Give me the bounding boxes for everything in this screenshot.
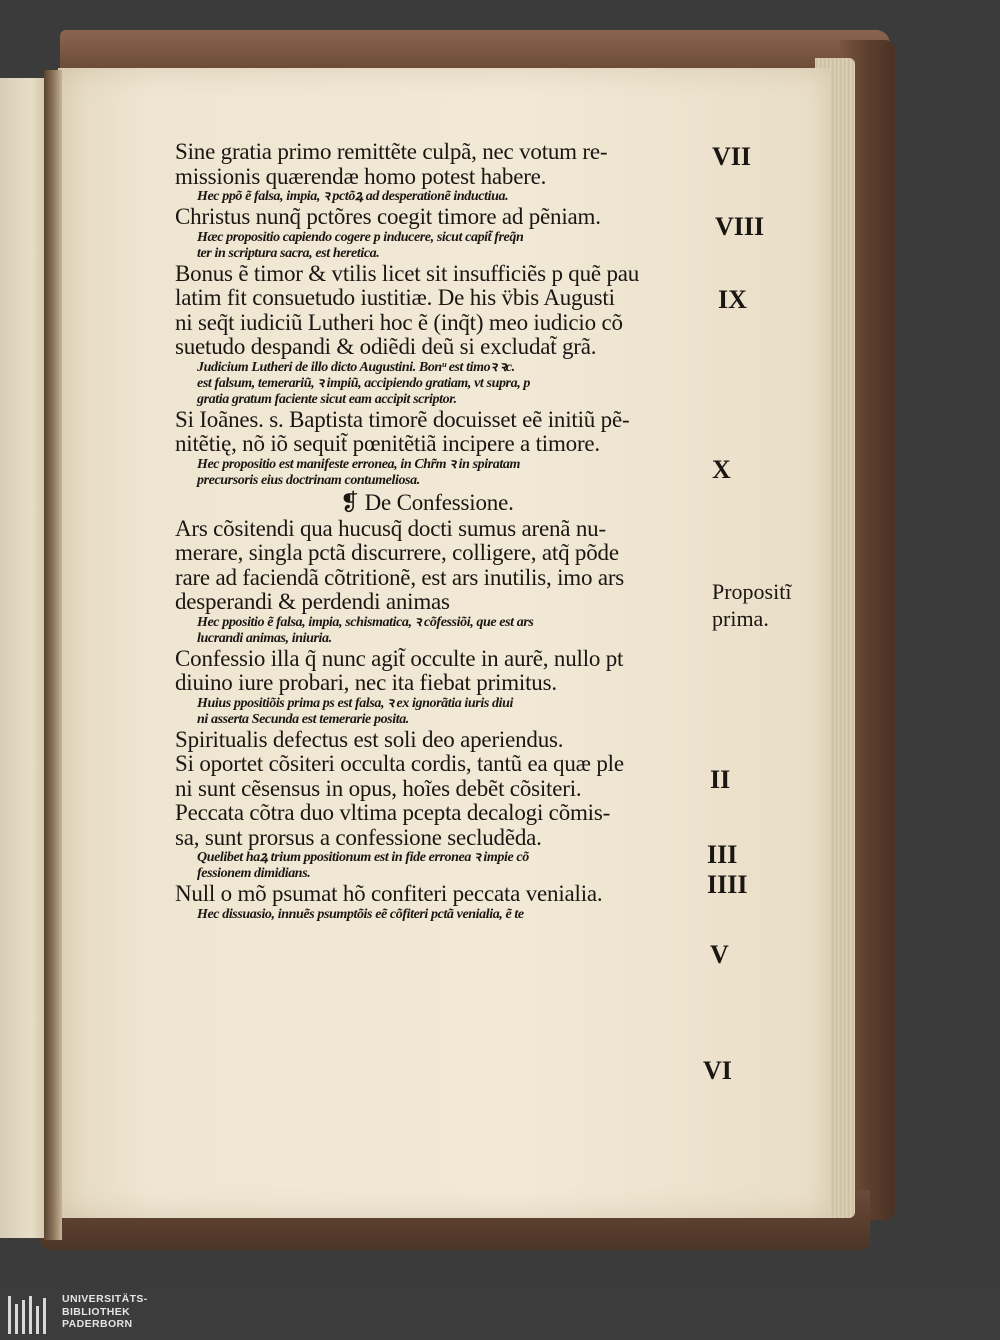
commentary-line: Hec dissuasio, innuẽs psumptõis eẽ cõfiteri pctã venialia, ẽ te bbox=[197, 906, 524, 922]
text-line: Si oportet cõsiteri occulta cordis, tantũ ea quæ ple bbox=[175, 752, 624, 776]
margin-numeral-viii: VIII bbox=[715, 212, 765, 241]
margin-numeral-ix: IX bbox=[718, 285, 747, 314]
text-line: Sine gratia primo remittẽte culpã, nec votum re- bbox=[175, 140, 608, 164]
text-line: Peccata cõtra duo vltima pcepta decalogi cõmis- bbox=[175, 801, 611, 825]
book-gutter bbox=[44, 70, 62, 1240]
commentary-line: fessionem dimidians. bbox=[197, 866, 311, 881]
text-line: missionis quærendæ homo potest habere. bbox=[175, 164, 547, 189]
text-line: Spiritualis defectus est soli deo aperiendus. bbox=[175, 727, 564, 752]
library-footer-bar bbox=[0, 1290, 1000, 1340]
text-line: ni sunt cẽsensus in opus, hoĩes debẽt cõsiteri. bbox=[175, 776, 582, 801]
commentary-line: Hec ppositio ẽ falsa, impia, schismatica, ꝛ cõfessiõi, que est ars bbox=[197, 614, 534, 630]
page-text-block bbox=[175, 140, 715, 923]
commentary-line: Hæc propositio capiendo cogere p inducere, sicut capit̃ freq̃n bbox=[197, 229, 524, 245]
text-line: Bonus ẽ timor & vtilis licet sit insufficiẽs p quẽ pau bbox=[175, 261, 640, 286]
margin-numeral-iii: III bbox=[707, 840, 738, 869]
library-name-line-3: PADERBORN bbox=[62, 1318, 133, 1330]
text-line: sa, sunt prorsus a confessione secludẽda. bbox=[175, 825, 542, 850]
commentary-line: Huius ppositiõis prima ps est falsa, ꝛ ex ignorãtia iuris diui bbox=[197, 695, 513, 711]
text-line: rare ad faciendã cõtritionẽ, est ars inutilis, imo ars bbox=[175, 565, 625, 590]
text-line: Confessio illa q̃ nunc agit̃ occulte in aurẽ, nullo pt bbox=[175, 646, 624, 671]
margin-numeral-x: X bbox=[712, 455, 731, 484]
text-line: Ars cõsitendi qua hucusq̃ docti sumus arenã nu- bbox=[175, 516, 606, 541]
margin-prima: prima. bbox=[712, 606, 769, 631]
margin-numeral-v: V bbox=[710, 940, 729, 969]
commentary-line: Judicium Lutheri de illo dicto Augustini. Bonᵘ est timoꝛ ꝛc. bbox=[197, 359, 515, 375]
text-line: diuino iure probari, nec ita fiebat primitus. bbox=[175, 671, 557, 695]
section-heading: ❡ De Confessione. bbox=[340, 489, 514, 515]
library-name-line-1: UNIVERSITÄTS- bbox=[62, 1293, 148, 1305]
commentary-line: lucrandi animas, iniuria. bbox=[197, 630, 332, 646]
commentary-line: ni asserta Secunda est temerarie posita. bbox=[197, 711, 409, 727]
text-line: nitẽtię, nõ iõ sequit̃ pœnitẽtiã incipere a timore. bbox=[175, 432, 600, 456]
commentary-line: Hec ppõ ẽ falsa, impia, ꝛ pctõꝝ ad desperationẽ inductiua. bbox=[197, 189, 509, 204]
text-line: merare, singla pctã discurrere, colligere, atq̃ põde bbox=[175, 541, 619, 565]
text-line: Null o mõ psumat hõ confiteri peccata venialia. bbox=[175, 882, 603, 906]
commentary-line: Hec propositio est manifeste erronea, in Chr̃m ꝛ in spiratam bbox=[197, 456, 520, 472]
commentary-line: Quelibet haꝝ trium ppositionum est in fide erronea ꝛ impie cõ bbox=[197, 850, 529, 865]
commentary-line: est falsum, temerariũ, ꝛ impiũ, accipiendo gratiam, vt supra, p bbox=[197, 375, 531, 391]
commentary-line: gratia gratum faciente sicut eam accipit scriptor. bbox=[197, 391, 457, 407]
text-line: Si Ioãnes. s. Baptista timorẽ docuisset eẽ initiũ pẽ- bbox=[175, 407, 630, 432]
margin-numeral-ii: II bbox=[710, 765, 731, 794]
text-line: ni seq̃t iudiciũ Lutheri hoc ẽ (inq̃t) meo iudicio cõ bbox=[175, 310, 623, 335]
margin-numeral-vii: VII bbox=[712, 142, 752, 171]
library-name-line-2: BIBLIOTHEK bbox=[62, 1305, 131, 1318]
text-line: suetudo despandi & odiẽdi deũ si excludat̃ grã. bbox=[175, 335, 597, 359]
commentary-line: ter in scriptura sacra, est heretica. bbox=[197, 245, 380, 261]
text-line: Christus nunq̃ pctõres coegit timore ad pẽniam. bbox=[175, 205, 601, 229]
margin-propositio: Propositĩ bbox=[712, 579, 792, 604]
text-line: desperandi & perdendi animas bbox=[175, 590, 450, 614]
library-logo-icon bbox=[8, 1296, 52, 1334]
library-logo-text bbox=[62, 1293, 148, 1331]
commentary-line: precursoris eius doctrinam contumeliosa. bbox=[197, 472, 420, 488]
text-line: latim fit consuetudo iustitiæ. De his v̈bis Augusti bbox=[175, 286, 615, 310]
margin-numeral-vi: VI bbox=[703, 1056, 732, 1085]
margin-numeral-iiii: IIII bbox=[707, 870, 748, 899]
